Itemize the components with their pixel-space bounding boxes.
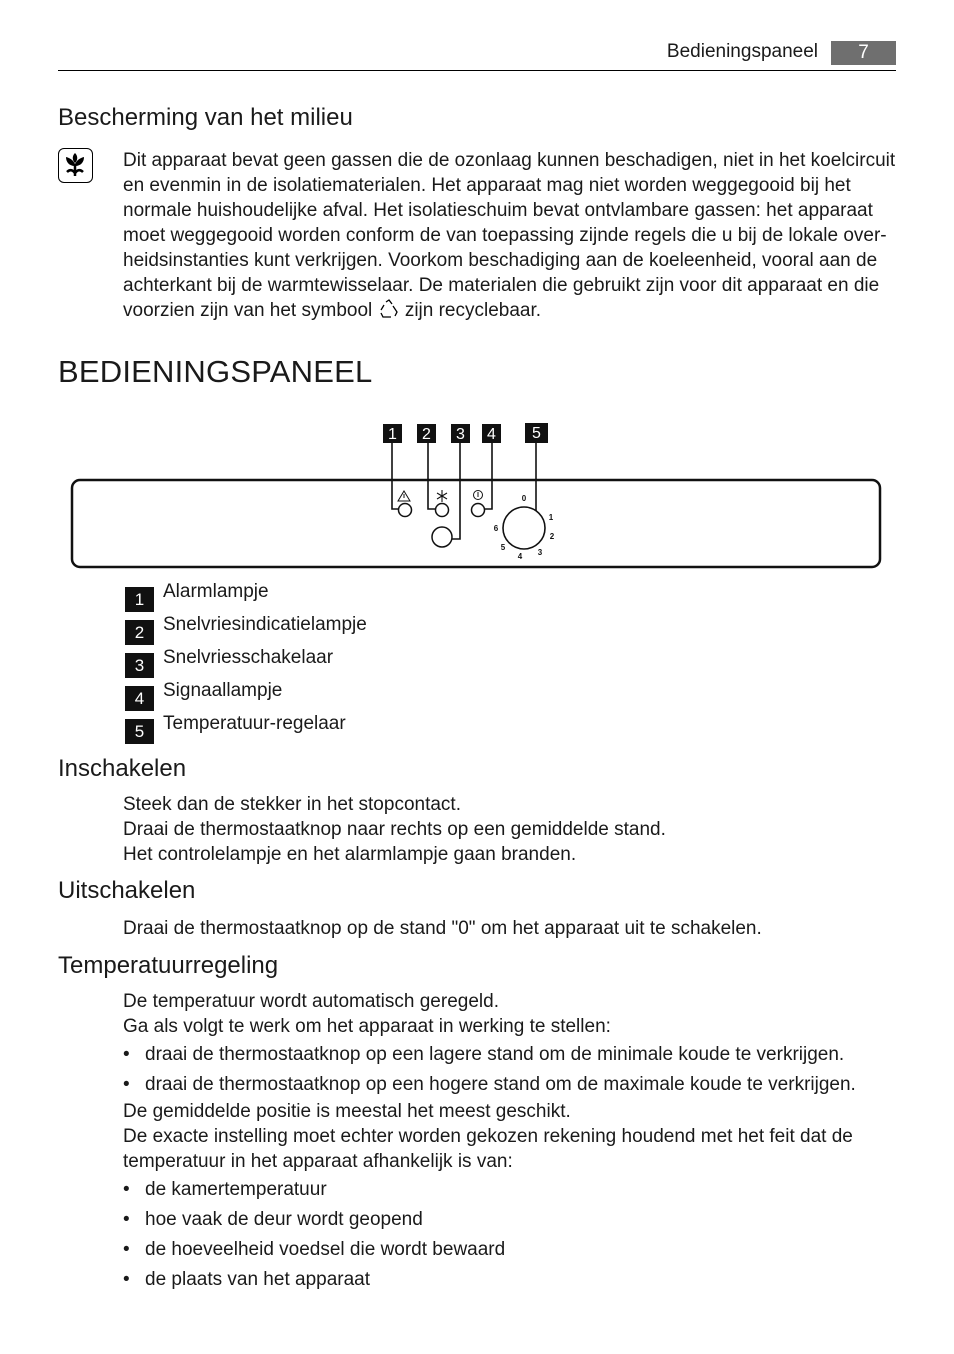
dial-mark-6: 6 [493, 524, 499, 533]
control-panel-heading: BEDIENINGSPANEEL [58, 354, 373, 389]
text-line: moet weggegooid worden conform de van toepassing zijnde regels die u bij de lokale over- [123, 225, 887, 246]
text-line: Draai de thermostaatknop naar rechts op een gemiddelde stand. [123, 819, 666, 840]
switch-off-text [123, 916, 898, 941]
alarm-lamp [398, 491, 412, 517]
temperature-dial[interactable] [494, 494, 555, 561]
switch-on-heading: Inschakelen [58, 755, 187, 782]
panel-outline [72, 480, 880, 567]
bullet-text: de hoeveelheid voedsel die wordt bewaard [145, 1239, 506, 1260]
text-line: Draai de thermostaatknop op de stand "0" om het apparaat uit te schakelen. [123, 918, 762, 939]
callout-4-label: 4 [487, 426, 496, 443]
switch-off-heading: Uitschakelen [58, 877, 196, 904]
text-line: en evenmin in de isolatiematerialen. Het apparaat mag niet worden weggegooid bij het [123, 175, 851, 196]
running-header-title: Bedieningspaneel [666, 41, 818, 62]
bullet-marker: • [123, 1239, 130, 1260]
recycle-icon [378, 299, 400, 326]
bullet-marker: • [123, 1269, 130, 1290]
environment-text [123, 148, 898, 326]
text-line: temperatuur in het apparaat afhankelijk is van: [123, 1151, 513, 1172]
legend-number: 2 [125, 620, 154, 645]
snowflake-icon [437, 490, 447, 502]
text-line: normale huishoudelijke afval. Het isolatieschuim bevat ontvlambare gassen: het apparaat [123, 200, 873, 221]
bullet-item [123, 1074, 856, 1096]
text-line: De exacte instelling moet echter worden gekozen rekening houdend met het feit dat de [123, 1126, 853, 1147]
bullet-marker: • [123, 1179, 130, 1200]
text-fragment: zijn recyclebaar. [404, 300, 542, 321]
dial-mark-2: 2 [549, 532, 555, 541]
legend-label: Signaallampje [163, 680, 283, 701]
legend-number: 5 [125, 719, 154, 744]
text-line: achterkant bij de warmtewisselaar. De materialen die gebruikt zijn voor dit apparaat en die [123, 275, 880, 296]
callout-4 [482, 424, 501, 443]
callout-1 [383, 424, 402, 443]
bullet-item [123, 1269, 370, 1291]
callout-5-label: 5 [532, 425, 541, 442]
bullet-text: draai de thermostaatknop op een lagere stand om de minimale koude te verkrijgen. [145, 1044, 845, 1065]
bullet-item [123, 1239, 505, 1261]
bullet-text: draai de thermostaatknop op een hogere stand om de maximale koude te verkrijgen. [145, 1074, 856, 1095]
text-line: Steek dan de stekker in het stopcontact. [123, 794, 461, 815]
callout-5 [525, 423, 548, 443]
bullet-text: hoe vaak de deur wordt geopend [145, 1209, 423, 1230]
bullet-item [123, 1209, 423, 1231]
legend-label: Snelvriesindicatielampje [163, 614, 367, 635]
bullet-text: de kamertemperatuur [145, 1179, 327, 1200]
environment-heading: Bescherming van het milieu [58, 104, 353, 131]
callout-3 [451, 424, 470, 443]
bullet-item [123, 1179, 327, 1201]
callout-1-label: 1 [388, 426, 397, 443]
legend-number: 3 [125, 653, 154, 678]
dial-mark-4: 4 [517, 552, 523, 561]
fast-freeze-switch[interactable] [432, 527, 452, 547]
dial-mark-3: 3 [537, 548, 543, 557]
bullet-item [123, 1044, 844, 1066]
legend-label: Snelvriesschakelaar [163, 647, 334, 668]
callout-2-label: 2 [422, 426, 431, 443]
temperature-intro [123, 989, 898, 1039]
callout-2 [417, 424, 436, 443]
text-line: Dit apparaat bevat geen gassen die de ozonlaag kunnen beschadigen, niet in het koelcircuit [123, 150, 896, 171]
text-line: Het controlelampje en het alarmlampje gaan branden. [123, 844, 577, 865]
eco-plant-icon [58, 148, 93, 183]
temperature-middle [123, 1099, 898, 1174]
legend-number: 4 [125, 686, 154, 711]
legend-label: Temperatuur-regelaar [163, 713, 346, 734]
temperature-heading: Temperatuurregeling [58, 952, 279, 979]
text-line [123, 298, 898, 326]
bullet-marker: • [123, 1209, 130, 1230]
dial-mark-5: 5 [500, 543, 506, 552]
fast-freeze-lamp [436, 490, 449, 517]
text-line: heidsinstanties kunt verkrijgen. Voorkom beschadiging aan de koeleenheid, vooral aan de [123, 250, 878, 271]
legend-label: Alarmlampje [163, 581, 269, 602]
dial-mark-0: 0 [521, 494, 527, 503]
bullet-marker: • [123, 1044, 130, 1065]
text-line: De temperatuur wordt automatisch geregeld. [123, 991, 499, 1012]
signal-lamp [472, 491, 485, 517]
control-panel-diagram [0, 415, 954, 575]
legend-number: 1 [125, 587, 154, 612]
callout-3-label: 3 [456, 426, 465, 443]
bullet-marker: • [123, 1074, 130, 1095]
page-number: 7 [831, 41, 896, 65]
header-rule [58, 70, 896, 71]
text-line: De gemiddelde positie is meestal het meest geschikt. [123, 1101, 571, 1122]
text-line: Ga als volgt te werk om het apparaat in werking te stellen: [123, 1016, 611, 1037]
dial-mark-1: 1 [548, 513, 554, 522]
text-fragment: voorzien zijn van het symbool [123, 300, 373, 321]
bullet-text: de plaats van het apparaat [145, 1269, 371, 1290]
switch-on-text [123, 792, 898, 867]
